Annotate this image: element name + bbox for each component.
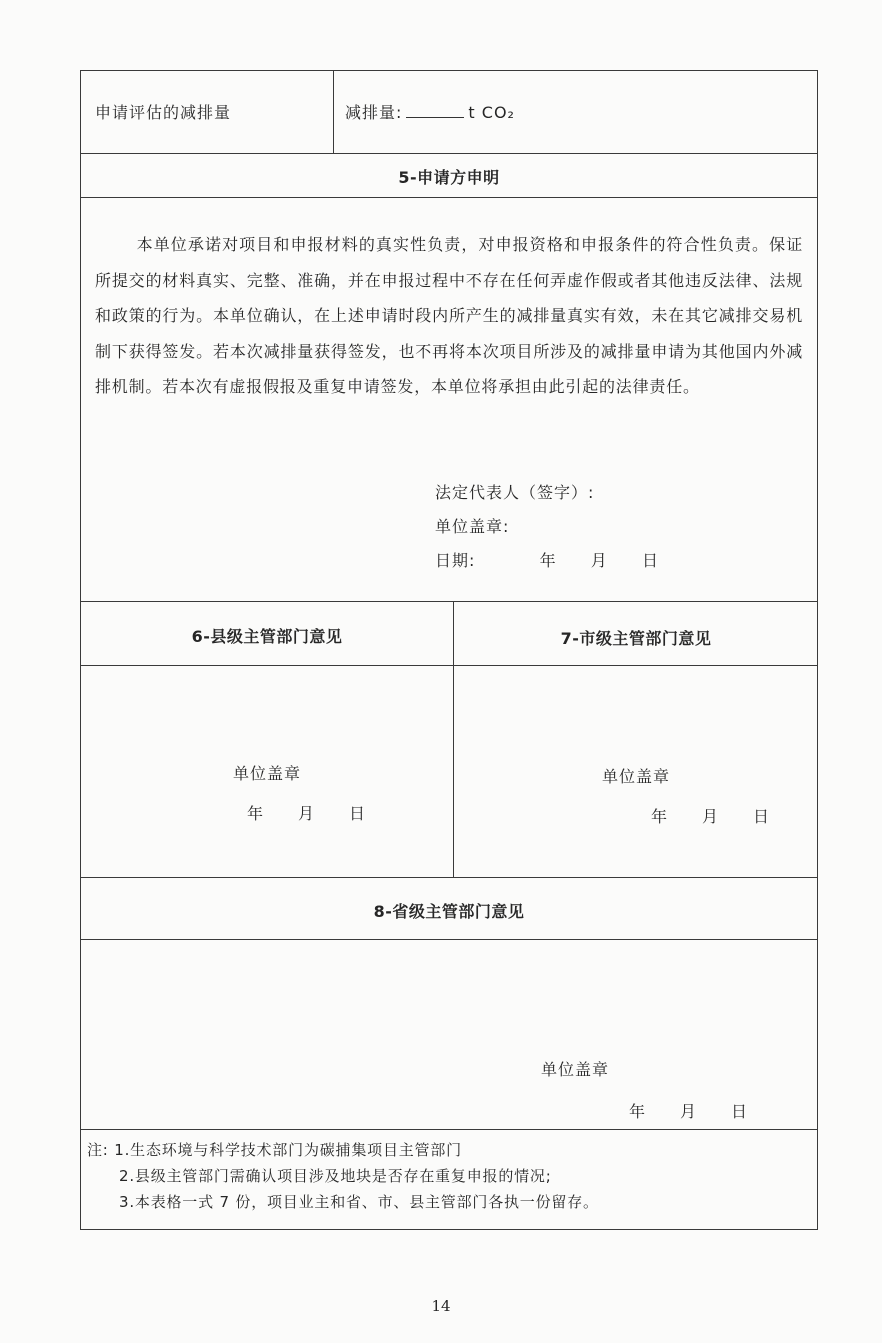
section8-seal: 单位盖章 xyxy=(541,1060,610,1079)
section6-day: 日 xyxy=(349,804,367,823)
row-divider xyxy=(81,153,817,154)
section7-date xyxy=(651,804,770,827)
section6-year: 年 xyxy=(247,804,265,823)
date-year: 年 xyxy=(539,551,557,570)
legal-rep-signature-label: 法定代表人（签字）: xyxy=(435,483,595,502)
note-item: 1.生态环境与科学技术部门为碳捕集项目主管部门 xyxy=(114,1141,462,1159)
row-divider xyxy=(81,601,817,602)
section6-seal: 单位盖章 xyxy=(232,764,301,783)
emission-unit: t CO₂ xyxy=(468,103,515,122)
date-month: 月 xyxy=(590,551,608,570)
section7-title: 7-市级主管部门意见 xyxy=(560,629,712,648)
note-item: 2.县级主管部门需确认项目涉及地块是否存在重复申报的情况; xyxy=(119,1167,552,1185)
application-form-table xyxy=(80,70,818,1230)
date-line xyxy=(435,548,659,571)
row-divider xyxy=(81,665,817,666)
section6-title: 6-县级主管部门意见 xyxy=(191,627,343,646)
page-number: 14 xyxy=(431,1297,451,1315)
section8-month: 月 xyxy=(680,1102,698,1121)
note-item: 3.本表格一式 7 份，项目业主和省、市、县主管部门各执一份留存。 xyxy=(119,1193,599,1211)
row-divider xyxy=(81,1129,817,1130)
date-day: 日 xyxy=(642,551,660,570)
emission-value xyxy=(345,100,515,123)
emission-value-blank xyxy=(406,103,464,118)
section7-month: 月 xyxy=(702,807,720,826)
section6-month: 月 xyxy=(298,804,316,823)
section7-day: 日 xyxy=(753,807,771,826)
note-line-1 xyxy=(87,1137,599,1163)
notes-prefix: 注: xyxy=(87,1141,109,1159)
section5-title: 5-申请方申明 xyxy=(398,168,500,187)
emission-value-prefix: 减排量: xyxy=(345,103,403,122)
emission-divider xyxy=(333,71,334,153)
section8-title: 8-省级主管部门意见 xyxy=(373,902,525,921)
section8-year: 年 xyxy=(629,1102,647,1121)
emission-label: 申请评估的减排量 xyxy=(95,103,232,122)
date-label: 日期: xyxy=(435,551,476,570)
declaration-text: 本单位承诺对项目和申报材料的真实性负责，对申报资格和申报条件的符合性负责。保证所提交的材料真实、完整、准确，并在申报过程中不存在任何弄虚作假或者其他违反法律、法规和政策的行为。本单位确认，在上述申请时段内所产生的减排量真实有效，未在其它减排交易机制下获得签发。若本次减排量获得签发，也不再将本次项目所涉及的减排量申请为其他国内外减排机制。若本次有虚报假报及重复申请签发，本单位将承担由此引起的法律责任。 xyxy=(95,235,803,396)
notes-block xyxy=(87,1137,599,1215)
section7-year: 年 xyxy=(651,807,669,826)
row-divider xyxy=(81,939,817,940)
row-divider xyxy=(81,877,817,878)
seal-label: 单位盖章: xyxy=(435,517,510,536)
section8-day: 日 xyxy=(731,1102,749,1121)
section6-date xyxy=(247,801,366,824)
row-divider xyxy=(81,197,817,198)
section7-seal: 单位盖章 xyxy=(601,767,670,786)
section8-date xyxy=(629,1099,748,1122)
